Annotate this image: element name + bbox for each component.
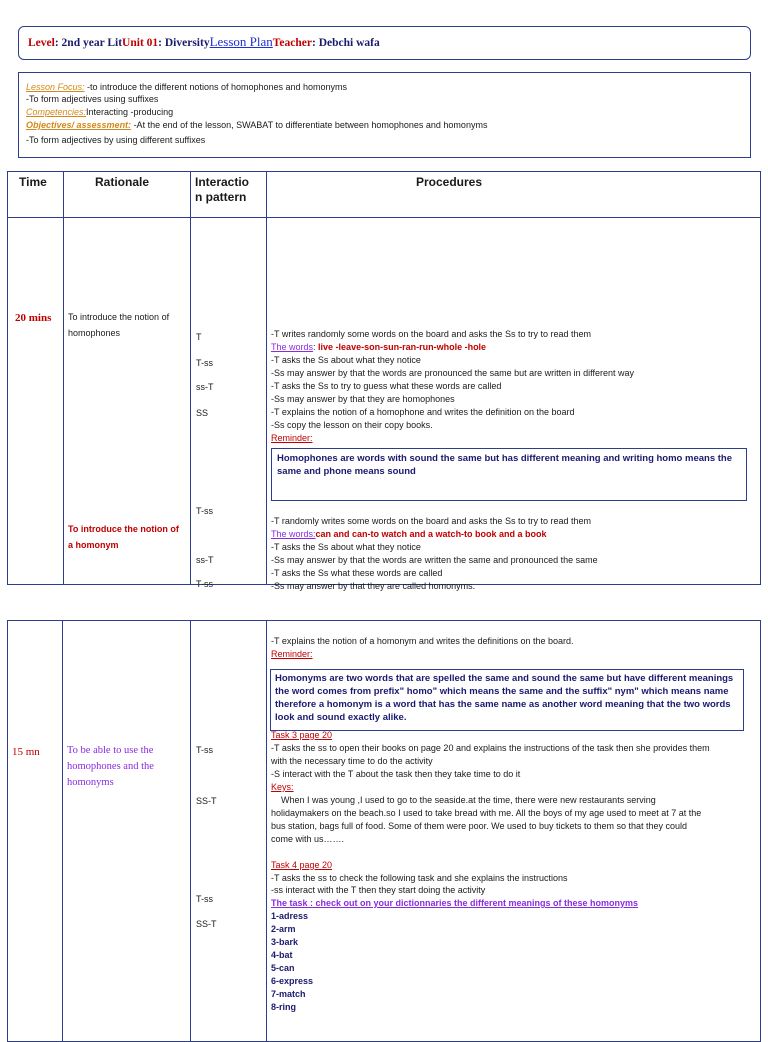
proc2-words-line (271, 529, 547, 540)
competencies-line (26, 107, 173, 117)
rationale-2-line-1: To introduce the notion of (68, 524, 179, 534)
unit-label: Unit 01 (122, 37, 159, 49)
objectives-text: -At the end of the lesson, SWABAT to differentiate between homophones and homonyms (131, 120, 488, 130)
rationale-2-line-2: a homonym (68, 540, 119, 550)
lesson-focus-text: -to introduce the different notions of homophones and homonyms (84, 82, 348, 92)
reminder-label-1: Reminder: (271, 433, 313, 443)
proc1-words: live -leave-son-sun-ran-run-whole -hole (318, 342, 487, 352)
interaction-header-2: n pattern (195, 190, 247, 204)
keys-line-3: bus station, bags full of food. Some of them were poor. We used to buy tickets to them so that they could (271, 821, 688, 831)
interaction-1-b: T-ss (196, 358, 213, 368)
word-2: 2-arm (271, 924, 296, 934)
task3-line-3: -S interact with the T about the task then they take time to do it (271, 769, 521, 779)
header-box (18, 26, 751, 60)
proc2-line-1: -T randomly writes some words on the board and asks the Ss to try to read them (271, 516, 591, 526)
lesson-focus-label: Lesson Focus: (26, 82, 85, 92)
objectives-label: Objectives/ assessment: (26, 120, 132, 130)
task4-title: Task 4 page 20 (271, 860, 333, 870)
interaction-3-d: SS-T (196, 919, 217, 929)
rationale-3-line-1: To be able to use the (67, 745, 154, 756)
rationale-1-line-2: homophones (68, 328, 121, 338)
proc2-line-4: -Ss may answer by that the words are written the same and pronounced the same (271, 555, 598, 565)
interaction-2-c: T-ss (196, 579, 213, 589)
interaction-3-c: T-ss (196, 894, 213, 904)
objectives-line (26, 120, 487, 130)
rationale-3-line-2: homophones and the (67, 761, 154, 772)
homophone-definition-box (271, 448, 747, 501)
proc1-words-line: The words: live -leave-son-sun-ran-run-whole -hole (271, 342, 487, 352)
keys-label: Keys: (271, 782, 294, 792)
rationale-3-line-3: homonyms (67, 777, 114, 788)
time-value-1: 20 mins (15, 312, 52, 324)
keys-line-4: come with us……. (271, 834, 345, 844)
competencies-text: Interacting -producing (86, 107, 174, 117)
proc2-words-label: The words: (271, 529, 316, 539)
keys-line-2: holidaymakers on the beach.so I used to take bread with me. All the boys of my age used to meet at 7 at the (271, 808, 702, 818)
level-value: 2nd year Lit (61, 37, 123, 49)
interaction-3-b: SS-T (196, 796, 217, 806)
def2-line-1: Homonyms are two words that are spelled the same and sound the same but have different meanings (275, 673, 734, 684)
proc2-line-5: -T asks the Ss what these words are called (271, 568, 443, 578)
task4-line-1: -T asks the ss to check the following task and she explains the instructions (271, 873, 568, 883)
time-header: Time (19, 175, 47, 189)
proc1-line-1: -T writes randomly some words on the board and asks the Ss to try to read them (271, 329, 591, 339)
competencies-label: Competencies: (26, 107, 87, 117)
proc1-words-label: The words (271, 342, 314, 352)
interaction-1-a: T (196, 332, 202, 342)
word-5: 5-can (271, 963, 295, 973)
lesson-focus-line (26, 82, 347, 92)
proc1-line-4: -Ss may answer by that the words are pronounced the same but are written in different way (271, 368, 635, 378)
teacher-label: Teacher (272, 37, 312, 49)
focus-line-5: -To form adjectives by using different suffixes (26, 135, 206, 145)
proc1-line-5: -T asks the Ss to try to guess what these words are called (271, 381, 502, 391)
task3-line-2: with the necessary time to do the activity (271, 756, 433, 766)
focus-line-2: -To form adjectives using suffixes (26, 94, 159, 104)
time-value-2: 15 mn (12, 746, 40, 758)
interaction-header-1: Interactio (195, 175, 250, 189)
rationale-1-line-1: To introduce the notion of (68, 312, 170, 322)
def2-line-2: the word comes from prefix" homo" which means the same and the suffix" nym" which means name (275, 686, 729, 697)
word-4: 4-bat (271, 950, 293, 960)
proc1-line-7: -T explains the notion of a homophone and writes the definition on the board (271, 407, 575, 417)
interaction-3-a: T-ss (196, 745, 213, 755)
word-3: 3-bark (271, 937, 299, 947)
lesson-plan-title: Lesson Plan (209, 34, 273, 49)
lesson-focus-box (18, 72, 751, 158)
proc1-line-3: -T asks the Ss about what they notice (271, 355, 421, 365)
proc1-line-8: -Ss copy the lesson on their copy books. (271, 420, 433, 430)
proc2-line-6: -Ss may answer by that they are called homonyms. (271, 581, 476, 591)
procedures-header: Procedures (416, 175, 483, 189)
header-line: Level: 2nd year LitUnit 01: DiversityLesson PlanTeacher: Debchi wafa (28, 34, 380, 49)
word-6: 6-express (271, 976, 314, 986)
task3-title: Task 3 page 20 (271, 730, 333, 740)
word-8: 8-ring (271, 1002, 297, 1012)
interaction-2-a: T-ss (196, 506, 213, 516)
rationale-header: Rationale (95, 175, 150, 189)
task3-line-1: -T asks the ss to open their books on page 20 and explains the instructions of the task then she provides them (271, 743, 710, 753)
task4-line-2: -ss interact with the T then they start doing the activity (271, 885, 486, 895)
word-7: 7-match (271, 989, 306, 999)
interaction-2-b: ss-T (196, 555, 214, 565)
homonym-definition-box (270, 669, 744, 731)
reminder-label-2: Reminder: (271, 649, 313, 659)
teacher-value: Debchi wafa (318, 37, 380, 49)
def1-line-2: same and phone means sound (277, 466, 416, 477)
def2-line-3: therefore a homonym is a word that has the same name as another word meaning that the two words (275, 699, 731, 710)
def1-line-1: Homophones are words with sound the same but has different meaning and writing homo means the (277, 453, 732, 464)
proc2-words: can and can-to watch and a watch-to book and a book (315, 529, 547, 539)
proc2-line-3: -T asks the Ss about what they notice (271, 542, 421, 552)
def2-line-4: look and sound exactly alike. (275, 712, 407, 723)
interaction-1-d: SS (196, 408, 209, 418)
procedures-table-1 (7, 171, 761, 591)
task4-instruction: The task : check out on your dictionnaries the different meanings of these homonyms (271, 898, 639, 908)
interaction-1-c: ss-T (196, 382, 214, 392)
proc1-line-6: -Ss may answer by that they are homophones (271, 394, 455, 404)
word-1: 1-adress (271, 911, 309, 921)
unit-value: Diversity (164, 37, 210, 49)
procedures-table-2 (7, 620, 761, 1042)
level-label: Level (28, 37, 55, 49)
t2-line-1: -T explains the notion of a homonym and writes the definitions on the board. (271, 636, 574, 646)
keys-line-1: When I was young ,I used to go to the seaside.at the time, there were new restaurants serving (271, 795, 656, 805)
